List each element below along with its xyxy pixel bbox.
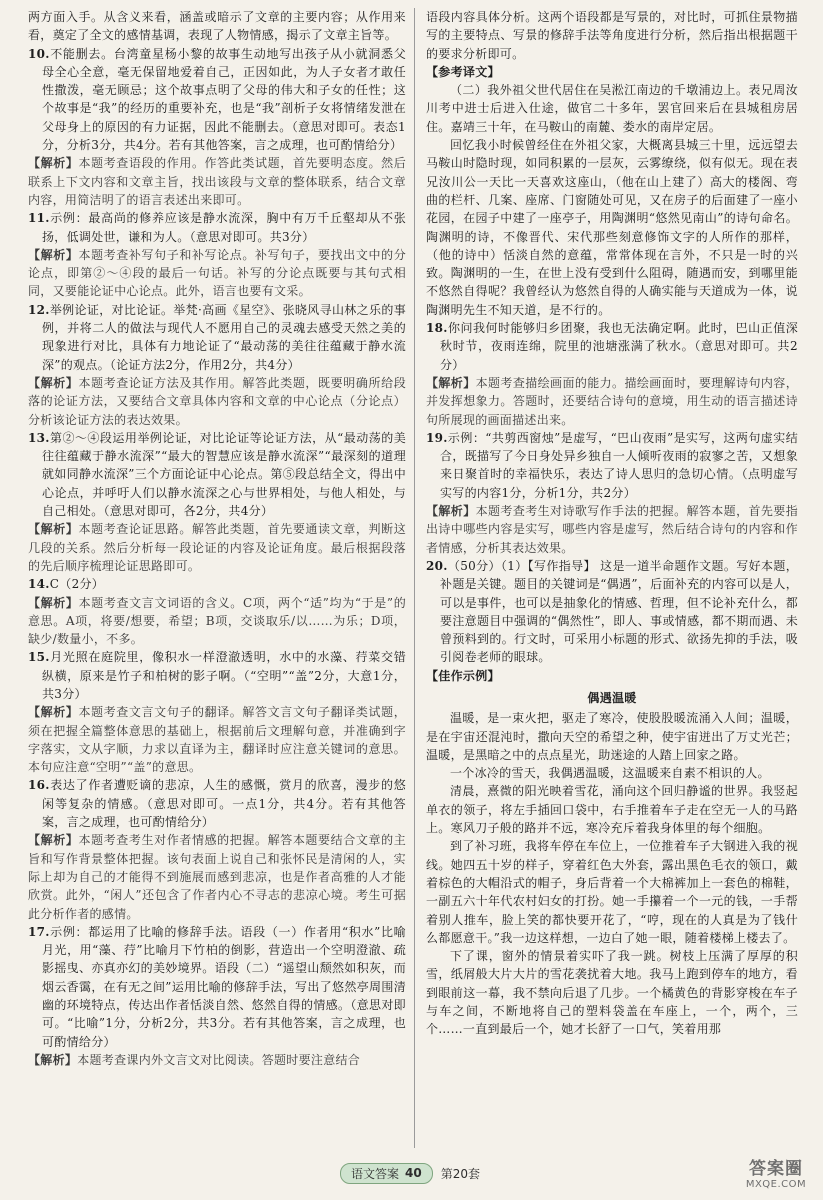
explanation <box>28 246 406 301</box>
explanation-tag: 【解析】 <box>28 1052 78 1067</box>
footer-set: 第20套 <box>440 1166 480 1181</box>
watermark-sub: MXQE.COM <box>745 1179 807 1190</box>
section-heading: 【佳作示例】 <box>426 668 500 683</box>
answer-item <box>28 923 406 1051</box>
answer-text: 示例：最高尚的修养应该是静水流深，胸中有万千丘壑却从不张扬，低调处世，谦和为人。（意思对即可。共3分） <box>42 211 406 244</box>
right-column <box>426 8 798 1148</box>
question-number: 13. <box>28 430 50 445</box>
question-number: 17. <box>28 924 50 939</box>
explanation-text: 本题考查补写句子和补写论点。补写句子，要找出文中的分论点，即第②～④段的最后一句话。补写的分论点既要与其句式相同，又要能论证中心论点。此外，语言也要有文采。 <box>28 247 406 299</box>
explanation <box>28 520 406 575</box>
question-number: 16. <box>28 778 50 793</box>
answer-text: 表达了作者遭贬谪的悲凉，人生的感慨，赏月的欣喜，漫步的悠闲等复杂的情感。（意思对即可。一点1分，共4分。若有其他答案，言之成理，也可酌情给分） <box>42 778 406 830</box>
answer-text: C（2分） <box>49 577 105 592</box>
footer-pill <box>340 1163 433 1184</box>
explanation <box>426 374 798 429</box>
explanation <box>28 831 406 922</box>
answer-item <box>426 319 798 374</box>
question-number: 11. <box>28 211 50 226</box>
explanation-tag: 【解析】 <box>28 595 79 610</box>
question-number: 19. <box>426 430 448 445</box>
column-divider <box>414 8 415 1148</box>
explanation-text: 本题考查论证方法及其作用。解答此类题，既要明确所给段落的论证方法，又要结合文章具体内容和文章的中心论点（分论点）分析该论证方法的表达效果。 <box>28 375 406 427</box>
explanation <box>28 1051 406 1069</box>
paragraph: （二）我外祖父世代居住在吴淞江南边的千墩浦边上。表兄周汝川考中进士后进入仕途，做官二十多年，罢官回来后在县城租房居住。嘉靖三十年，在马鞍山的南麓、娄水的南岸定居。 <box>426 83 798 134</box>
explanation-tag: 【解析】 <box>28 375 79 390</box>
explanation <box>28 594 406 649</box>
paragraph: 语段内容具体分析。这两个语段都是写景的，对比时，可抓住景物描写的主要特点、写景的修辞手法等角度进行分析，然后指出根据题干的要求分析即可。 <box>426 10 798 61</box>
answer-text: 示例：都运用了比喻的修辞手法。语段（一）作者用“积水”比喻月光，用“藻、荇”比喻月下竹柏的倒影，营造出一个空明澄澈、疏影摇曳、亦真亦幻的美妙境界。语段（二）“遥望山颓然如积灰，而烟云香霭，在有无之间”运用比喻的修辞手法，写出了悠然亭周围清幽的环境特点，传达出作者恬淡自然、悠然自得的情感。（意思对即可。“比喻”1分，分析2分，共3分。若有其他答案，言之成理，也可酌情给分） <box>42 924 406 1049</box>
explanation-tag: 【解析】 <box>28 833 79 848</box>
explanation-tag: 【解析】 <box>28 705 79 720</box>
answer-item <box>28 209 406 246</box>
explanation-tag: 【解析】 <box>426 504 476 519</box>
explanation <box>28 374 406 429</box>
paragraph: 清晨，熹微的阳光映着雪花，涌向这个回归静谧的世界。我竖起单衣的领子，将左手插回口袋中，右手推着车子走在空无一人的马路上。寒风刀子般的路并不远，寒冷充斥着我身体里的每个细胞。 <box>426 784 798 836</box>
explanation-text: 本题考查论证思路。解答此类题，首先要通读文章，判断这几段的关系。然后分析每一段论证的内容及论证角度。最后根据段落的先后顺序梳理论证思路即可。 <box>28 522 406 573</box>
explanation-text: 本题考查描绘画面的能力。描绘画面时，要理解诗句内容，并发挥想象力。答题时，还要结合诗句的意境，用生动的语言描述诗句所展现的画面描述出来。 <box>426 375 798 427</box>
answer-text: 举例论证，对比论证。举梵·高画《星空》、张晓风寻山林之乐的事例，并将二人的做法与现代人不愿用自己的灵魂去感受天然之美的现象进行对比，具体有力地论证了“最动荡的美往往蕴藏于静水流深”的观点。（论证方法2分，作用2分，共4分） <box>42 302 406 372</box>
paragraph: 下了课，窗外的情景着实吓了我一跳。树枝上压满了厚厚的积雪，纸屑般大片大片的雪花袭扰着大地。我马上跑到停车的地方，看到眼前这一幕，我不禁向后退了几步。一个橘黄色的背影穿梭在车子与车之间，不断地将自己的塑料袋盖在车座上，一个，两个，三个……一直到最后一个，她才长舒了一口气，笑着用那 <box>426 949 798 1037</box>
answer-item <box>28 45 406 155</box>
explanation <box>28 703 406 776</box>
explanation-tag: 【解析】 <box>426 375 476 390</box>
question-number: 18. <box>426 321 448 336</box>
question-number: 12. <box>28 302 50 317</box>
answer-item <box>28 648 406 703</box>
explanation-text: 本题考查文言文句子的翻译。解答文言文句子翻译类试题，须在把握全篇整体意思的基础上，根据前后文理解句意，并准确到字字落实，文从字顺，力求以直译为主，翻译时应注意关键词的意思。本句应注意“空明”“盖”的意思。 <box>28 705 406 775</box>
left-column <box>28 8 406 1148</box>
essay-title: 偶遇温暖 <box>587 690 637 705</box>
question-number: 10. <box>28 46 50 61</box>
answer-text: 不能删去。台湾童星杨小黎的故事生动地写出孩子从小就洞悉父母全心全意，毫无保留地爱着自己，正因如此，为人子女者才敢任性撒泼，毫无顾忌；这个故事点明了父母的伟大和子女的任性；这个故事是“我”的经历的重要补充，也是“我”剖析子女将情绪发泄在父母身上的原因的有力证据，因此不能删去。（意思对即可。表态1分，分析3分，共4分。若有其他答案，言之成理，也可酌情给分） <box>42 46 406 153</box>
answer-text: 第②～④段运用举例论证，对比论证等论证方法，从“最动荡的美往往蕴藏于静水流深”“最大的智慧应该是静水流深”“最深刻的道理就如同静水流深”三个方面论证中心论点。第⑤段总结全文，得出中心论点，并呼吁人们以静水流深之心与世界相处，与他人相处，与自己相处。（意思对即可，各2分，共4分） <box>42 430 406 519</box>
answer-text: （50分）（1）【写作指导】 这是一道半命题作文题。写好本题，补题是关键。题目的关键词是“偶遇”，后面补充的内容可以是人，可以是事件，也可以是抽象化的情感、哲理，但不论补充什么，都要注意题目中强调的“偶然性”，即人、事或情感，都不期而遇、未曾预料到的。行文时，可采用小标题的形式、欲扬先抑的手法，吸引阅卷老师的眼球。 <box>440 558 798 665</box>
answer-text: 示例：“共剪西窗烛”是虚写，“巴山夜雨”是实写，这两句虚实结合，既描写了今日身处异乡独自一人倾听夜雨的寂寥之苦，又想象来日聚首时的幸福快乐，表达了诗人思归的急切心情。（点明虚写实写的内容1分，分析1分，共2分） <box>440 430 798 500</box>
paragraph: 回忆我小时候曾经住在外祖父家，大概离县城三十里，远远望去马鞍山时隐时现，如同积累的一层灰，云雾缭绕，似有似无。现在表兄汝川公一天比一天喜欢这座山，（他在山上建了）高大的楼阁、弯曲的栏杆、几案、座席、门窗随处可见，又在房子的后面建了一座小花园，在园子中建了一座亭子，用陶渊明“悠然见南山”的诗句命名。陶渊明的诗，不像晋代、宋代那些刻意修饰文字的人所作的那样，（他的诗中）恬淡自然的意蕴，常常体现在言外，不只是一时的兴致。陶渊明的一生，在世上没有受到什么阻碍，随遇而安，到哪里能不悠然自得呢？我曾经认为悠然自得的人确实能与天道成为一体，说陶渊明先生不知天道，是不行的。 <box>426 138 798 317</box>
watermark-main: 答案圈 <box>749 1159 803 1179</box>
question-number: 15. <box>28 650 50 665</box>
answer-item <box>28 301 406 374</box>
watermark-logo <box>740 1150 812 1194</box>
footer-section: 语文答案 <box>351 1166 400 1181</box>
question-number: 14. <box>28 577 50 592</box>
answer-item <box>28 429 406 520</box>
explanation-text: 本题考查语段的作用。作答此类试题，首先要明态度。然后联系上下文内容和文章主旨，找出该段与文章的整体联系，结合文章内容，用简洁明了的语言表述出来即可。 <box>28 156 406 207</box>
explanation <box>28 154 406 209</box>
explanation-tag: 【解析】 <box>28 247 79 262</box>
explanation-text: 本题考查考生对作者情感的把握。解答本题要结合文章的主旨和写作背景整体把握。该句表面上说自己和张怀民是清闲的人，实际上却为自己的才能得不到施展而感到悲凉，也是作者高雅的人才能欣赏。此外，“闲人”还包含了作者内心不寻志的悲凉心境。考生可据此分析作者的感情。 <box>28 833 406 921</box>
explanation-text: 本题考查文言文词语的含义。C项，两个“适”均为“于是”的意思。A项，将要/想要，希望；B项，交谈取乐/以……为乐；D项，缺少/数量小，不多。 <box>28 595 406 647</box>
paragraph: 一个冰冷的雪天，我偶遇温暖，这温暖来自素不相识的人。 <box>450 766 770 781</box>
answer-item <box>426 557 798 667</box>
explanation-tag: 【解析】 <box>28 522 79 537</box>
answer-item <box>28 575 406 593</box>
answer-item <box>28 776 406 831</box>
paragraph: 温暖，是一束火把，驱走了寒冷，使股股暖流涌入人间；温暖，是在宇宙还混沌时，撒向天空的希望之种，使宇宙迸出了万丈光芒；温暖，是黑暗之中的点点星光，助迷途的人踏上回家之路。 <box>426 711 798 762</box>
explanation-text: 本题考查课内外文言文对比阅读。答题时要注意结合 <box>77 1052 361 1067</box>
section-heading: 【参考译文】 <box>426 64 500 79</box>
explanation-text: 本题考查考生对诗歌写作手法的把握。解答本题，首先要指出诗中哪些内容是实写，哪些内容是虚写，然后结合诗句的内容和作者情感，分析其表达效果。 <box>426 504 798 555</box>
page-footer <box>300 1162 520 1184</box>
explanation-tag: 【解析】 <box>28 156 79 171</box>
paragraph: 到了补习班，我将车停在车位上，一位推着车子大钢进入我的视线。她四五十岁的样子，穿着红色大外套，露出黑色毛衣的领口，戴着棕色的大帽沿式的帽子，身后背着一个大棉裤加上一套色的棉鞋，一副五六十年代农村妇女的打扮。她一手攥着一个一元的钱，一手帮着别人推车，脸上笑的都快要开花了，“哼，现在的人真是为了钱什么都愿意干。”我一边这样想，一边白了她一眼，随着楼梯上楼去了。 <box>426 839 798 945</box>
footer-page-number: 40 <box>405 1166 422 1180</box>
answer-text: 月光照在庭院里，像积水一样澄澈透明，水中的水藻、荇菜交错纵横，原来是竹子和柏树的影子啊。（“空明”“盖”2分，大意1分，共3分） <box>42 650 406 701</box>
question-number: 20. <box>426 558 448 573</box>
paragraph: 两方面入手。从含义来看，涵盖或暗示了文章的主要内容；从作用来看，奠定了全文的感情基调，表现了人物情感，揭示了文章主旨等。 <box>28 10 406 43</box>
answer-text: 你问我何时能够归乡团聚，我也无法确定啊。此时，巴山正值深秋时节，夜雨连绵，院里的池塘涨满了秋水。（意思对即可。共2分） <box>440 321 798 372</box>
explanation <box>426 502 798 557</box>
answer-item <box>426 429 798 502</box>
